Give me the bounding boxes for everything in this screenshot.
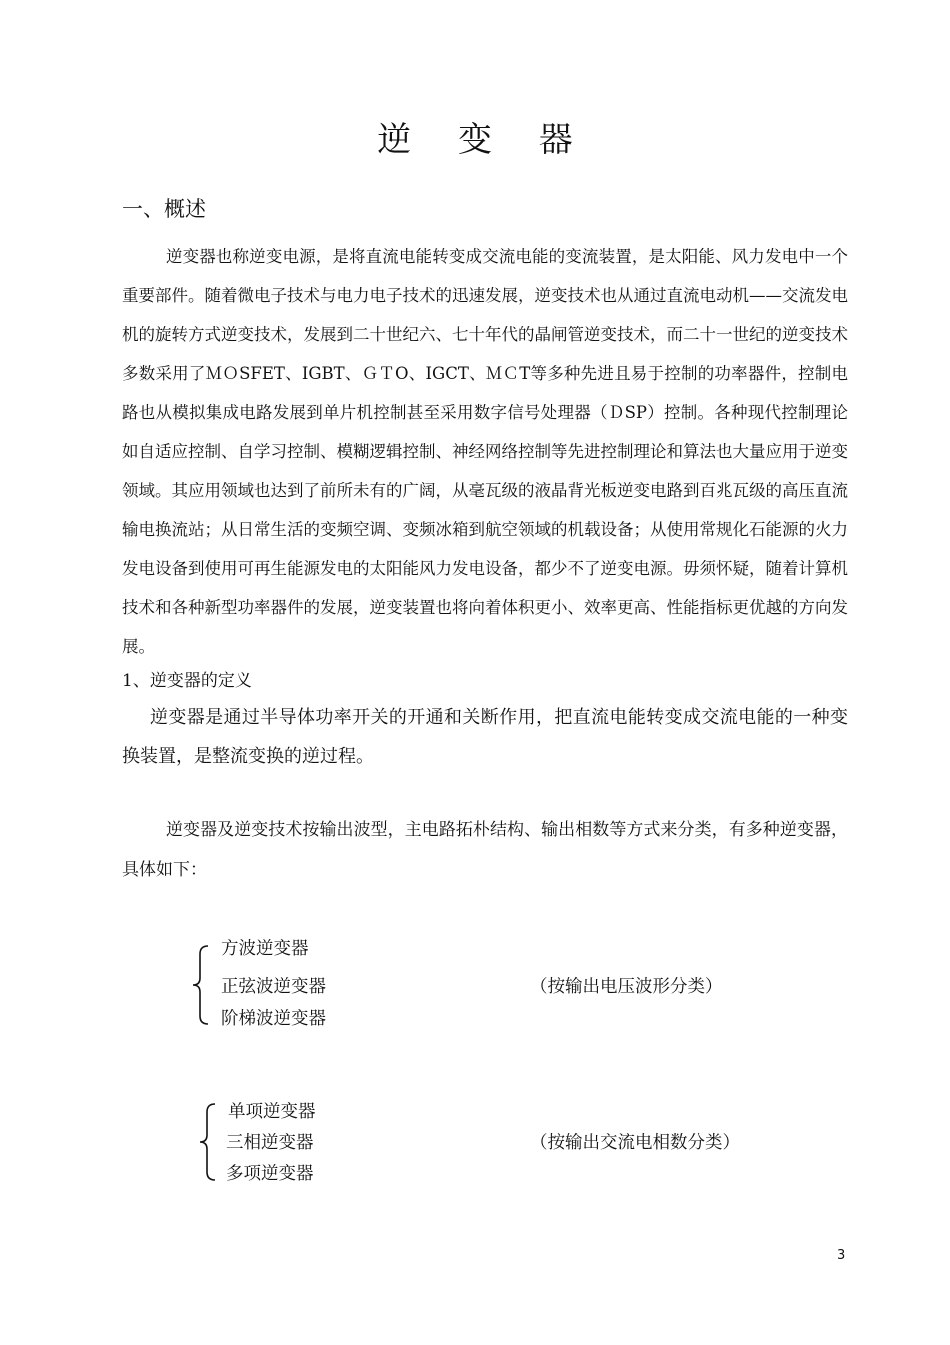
list-item: 多项逆变器 [226,1164,314,1184]
left-brace-icon [197,1102,219,1182]
overview-paragraph: 逆变器也称逆变电源，是将直流电能转变成交流电能的变流装置，是太阳能、风力发电中一个重要部件。随着微电子技术与电力电子技术的迅速发展，逆变技术也从通过直流电动机——交流发电机的旋转方式逆变技术，发展到二十世纪六、七十年代的晶闸管逆变技术，而二十一世纪的逆变技术多数采用了ＭＯSFET、IGBT、ＧＴO、IGCT、ＭＣT等多种先进且易于控制的功率器件，控制电路也从模拟集成电路发展到单片机控制甚至采用数字信号处理器（ＤSP）控制。各种现代控制理论如自适应控制、自学习控制、模糊逻辑控制、神经网络控制等先进控制理论和算法也大量应用于逆变领域。其应用领域也达到了前所未有的广阔，从毫瓦级的液晶背光板逆变电路到百兆瓦级的高压直流输电换流站；从日常生活的变频空调、变频冰箱到航空领域的机载设备；从使用常规化石能源的火力发电设备到使用可再生能源发电的太阳能风力发电设备，都少不了逆变电源。毋须怀疑，随着计算机技术和各种新型功率器件的发展，逆变装置也将向着体积更小、效率更高、性能指标更优越的方向发展。 [122,247,848,656]
subsection-heading-definition: 1、逆变器的定义 [122,671,252,691]
page-number: 3 [837,1248,846,1263]
list-item: 正弦波逆变器 [221,977,326,997]
classification-note: （按输出电压波形分类） [530,977,723,997]
list-item: 单项逆变器 [228,1102,316,1122]
classification-note: （按输出交流电相数分类） [530,1133,740,1153]
list-item: 阶梯波逆变器 [221,1009,326,1029]
list-item: 方波逆变器 [221,939,309,959]
left-brace-icon [190,944,212,1026]
classification-intro-paragraph: 逆变器及逆变技术按输出波型，主电路拓朴结构、输出相数等方式来分类，有多种逆变器，具体如下： [122,820,848,880]
list-item: 三相逆变器 [226,1133,314,1153]
section-heading-overview: 一、概述 [122,197,206,221]
definition-paragraph: 逆变器是通过半导体功率开关的开通和关断作用，把直流电能转变成交流电能的一种变换装置，是整流变换的逆过程。 [122,707,848,767]
page-title: 逆 变 器 [377,120,591,160]
